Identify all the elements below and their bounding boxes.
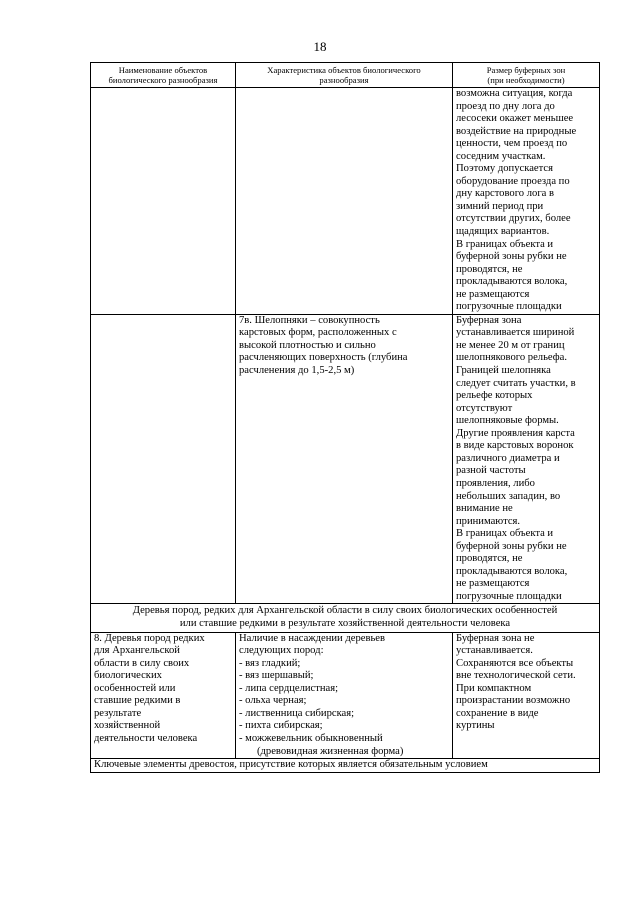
text-line: В границах объекта и xyxy=(456,528,554,540)
lines xyxy=(456,88,596,314)
text-line: следует считать участки, в xyxy=(456,377,576,389)
text-line: 8. Деревья пород редких xyxy=(94,632,205,644)
text-line: произрастании возможно xyxy=(456,695,571,707)
text-line: не размещаются xyxy=(456,288,530,300)
text-line: ставшие редкими в xyxy=(94,695,181,707)
text-line: воздействие на природные xyxy=(456,125,577,137)
row-cont-col2 xyxy=(236,88,453,315)
text-line: Буферная зона не xyxy=(456,632,535,644)
row-cont-buffer xyxy=(453,88,600,315)
text-line: отсутствии других, более xyxy=(456,213,571,225)
text-line: Поэтому допускается xyxy=(456,163,553,175)
section-heading-key-elements: Ключевые элементы древостоя, присутствие которых является обязательным условием xyxy=(91,759,600,773)
text-line: оборудование проезда по xyxy=(456,175,570,187)
text-line: куртины xyxy=(456,720,495,732)
page-number: 18 xyxy=(313,39,327,54)
header-objects: Наименование объектов биологического разнообразия xyxy=(91,63,236,88)
text-line: соседним участкам. xyxy=(456,150,546,162)
text-line: возможна ситуация, когда xyxy=(456,88,573,99)
text-line: расчленяющих поверхность (глубина xyxy=(239,352,408,364)
species-item: - лиственница сибирская; xyxy=(239,707,355,719)
text-line: расчленения до 1,5-2,5 м) xyxy=(239,365,355,377)
text-line: буферной зоны рубки не xyxy=(456,251,567,263)
text-line: Деревья пород, редких для Архангельской области в силу своих биологических особенностей xyxy=(132,605,558,617)
text-line: внимание не xyxy=(456,503,513,515)
text-line: особенностей или xyxy=(94,682,176,694)
species-item: - вяз шершавый; xyxy=(239,670,314,682)
text-line: проводятся, не xyxy=(456,553,523,565)
species-list xyxy=(239,658,449,746)
text-line: погрузочные площадки xyxy=(456,301,562,313)
text-line: отсутствуют xyxy=(456,402,513,414)
text-line: высокой плотностью и сильно xyxy=(239,339,376,351)
text-line: Наличие в насаждении деревьев xyxy=(239,632,386,644)
table-row-continuation xyxy=(91,88,600,315)
row-7v-characteristic xyxy=(236,314,453,604)
header-characteristics: Характеристика объектов биологического разнообразия xyxy=(236,63,453,88)
text-line: устанавливается шириной xyxy=(456,327,575,339)
row-8-buffer xyxy=(453,632,600,758)
text-line: При компактном xyxy=(456,682,532,694)
text-line: не размещаются xyxy=(456,578,530,590)
text-line: Границей шелопняка xyxy=(456,365,551,377)
text-line: Другие проявления карста xyxy=(456,427,575,439)
species-item: - пихта сибирская; xyxy=(239,720,323,732)
text-line: проводятся, не xyxy=(456,263,523,275)
text-line: или ставшие редкими в результате хозяйственной деятельности человека xyxy=(179,618,511,630)
text-line: вне технологической сети. xyxy=(456,670,576,682)
row-7v-col1 xyxy=(91,314,236,604)
text-line: не менее 20 м от границ xyxy=(456,339,565,351)
text-line: устанавливается. xyxy=(456,645,533,657)
text-line: погрузочные площадки xyxy=(456,590,562,602)
species-item: - можжевельник обыкновенный xyxy=(239,732,383,744)
text-line: буферной зоны рубки не xyxy=(456,540,567,552)
text-line: для Архангельской xyxy=(94,645,180,657)
text-line: В границах объекта и xyxy=(456,238,554,250)
text-line: Буферная зона xyxy=(456,314,522,326)
text-line: 7в. Шелопняки – совокупность xyxy=(239,314,380,326)
text-line: небольших западин, во xyxy=(456,490,561,502)
text-line: карстовых форм, расположенных с xyxy=(239,327,397,339)
text-line: разной частоты xyxy=(456,465,526,477)
text-line: Сохраняются все объекты xyxy=(456,657,574,669)
row-8-characteristic xyxy=(236,632,453,758)
text-line: дну карстового лога в xyxy=(456,188,555,200)
text-line: сохранение в виде xyxy=(456,707,539,719)
species-item: - липа сердцелистная; xyxy=(239,682,339,694)
text-line: лесосеки окажет меньшее xyxy=(456,113,574,125)
row-8-object xyxy=(91,632,236,758)
text-line: в виде карстовых воронок xyxy=(456,440,574,452)
section-heading-rare-trees xyxy=(91,604,600,632)
biodiversity-table xyxy=(90,62,600,773)
text-line: проявления, либо xyxy=(456,477,535,489)
text-line: рельефе которых xyxy=(456,390,533,402)
text-line: результате xyxy=(94,707,142,719)
species-item: - ольха черная; xyxy=(239,695,307,707)
text-line: зимний период при xyxy=(456,200,544,212)
text-line: шелопняковые формы. xyxy=(456,415,559,427)
text-line: деятельности человека xyxy=(94,732,198,744)
table-header-row xyxy=(91,63,600,88)
text-line: принимаются. xyxy=(456,515,521,527)
species-note: (древовидная жизненная форма) xyxy=(257,745,404,757)
text-line: прокладываются волока, xyxy=(456,276,568,288)
text-line: проезд по дну лога до xyxy=(456,100,555,112)
text-line: шелопнякового рельефа. xyxy=(456,352,567,364)
row-7v-buffer xyxy=(453,314,600,604)
text-line: прокладываются волока, xyxy=(456,565,568,577)
header-buffer-size: Размер буферных зон (при необходимости) xyxy=(453,63,600,88)
text-line: области в силу своих xyxy=(94,657,190,669)
table-row-8 xyxy=(91,632,600,758)
text-line: различного диаметра и xyxy=(456,452,560,464)
text-line: хозяйственной xyxy=(94,720,161,732)
text-line: биологических xyxy=(94,670,162,682)
row-cont-col1 xyxy=(91,88,236,315)
text-line: щадящих вариантов. xyxy=(456,226,550,238)
text-line: следующих пород: xyxy=(239,645,324,657)
table-row-7v xyxy=(91,314,600,604)
species-item: - вяз гладкий; xyxy=(239,657,301,669)
text-line: ценности, чем проезд по xyxy=(456,138,568,150)
